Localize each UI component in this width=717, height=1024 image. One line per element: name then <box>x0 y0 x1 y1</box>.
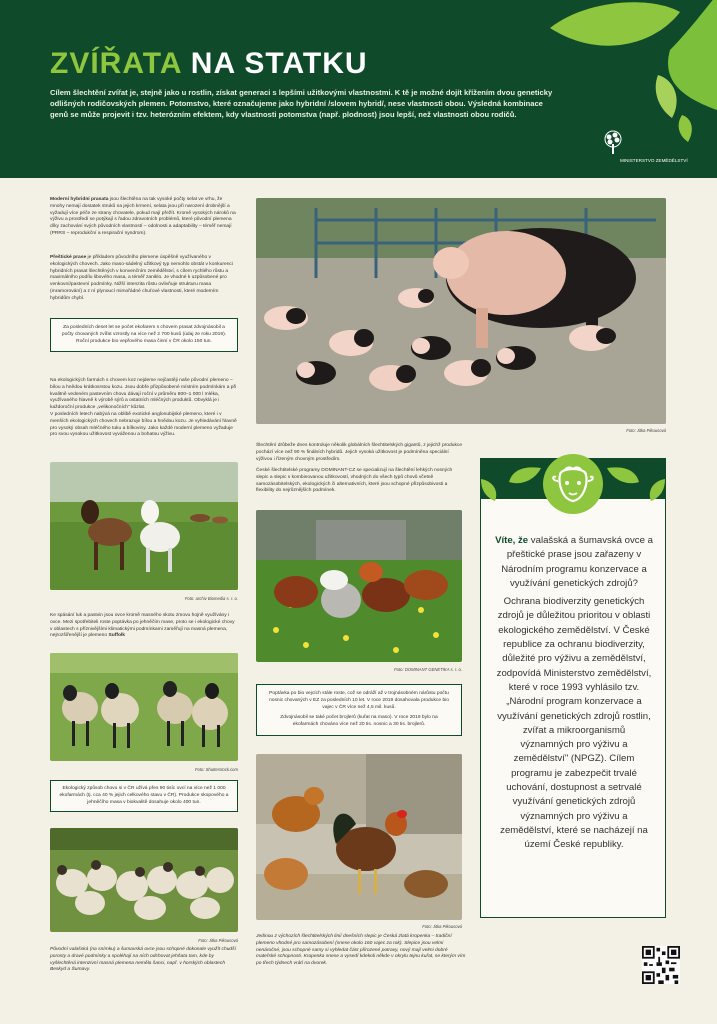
rooster-photo <box>256 754 462 920</box>
hens-photo-credit: Foto: DOMINANT GENETIKA s. r. o. <box>394 667 462 672</box>
paragraph-prestice-body: je příkladem původního plemene úspěšně využívaného v ekologických chovech. Jako maso-sádelný užitkový typ nemohlo obstát v konkurenci hybridních prasat šlechtěných v konvenčním zemědělství, s cílem rychlého růstu a maximálního podílu libového masa, a téměř zaniklo. Je vhodné k uzpůsobené pro venkovní/pastevní podmínky. Nižší intenzita růstu ovlivňuje strukturu masa (mramorování) a z ní plynoucí mimořádné chuťové vlastnosti, které moderním hybridům chybí. <box>50 255 233 301</box>
sheep-icon <box>542 453 604 515</box>
page-title <box>50 47 368 81</box>
broilers-stats-text: Zdvojnásobil se také počet brojlerů (kuřat na maso). V roce 2019 bylo na ekofarmách chováno více než 20 tis. nosnic a 30 tis. brojlerů. <box>280 715 438 728</box>
paragraph-goats: Na ekologických farmách s chovem koz nejdeme nejčastěji naše původní plemeno – bílou a hnědou krátkosrstou kozu. Jsou dobře přizpůsobené místním podmínkám a při kvalitně vedeném pastevním chovu dávají roční v průměru 800–1 000 l mléka, využívaného hlavně k výrobě sýrů a ostatních mléčných produktů. Obvyklá je i každoroční produkce „velikonočních" kůzlat. <box>50 378 237 411</box>
leaf-icon <box>481 477 499 501</box>
did-you-know-text <box>495 534 653 853</box>
did-you-know-body: Ochrana biodiverzity genetických zdrojů je důležitou prioritou v oblasti ekologického zemědělství. V České republice za ochranu biodiverzity, důležité pro výživu a zemědělství, zodpovídá Ministerstvo zemědělství, které v roce 1993 vyhlásilo tzv. „Národní program konzervace a využívání genetických zdrojů rostlin, zvířat a mikroorganismů významných pro výživu a zemědělství" (NPGZ). Cílem programu je zabezpečit trvalé uchování, dostupnost a setrvalé využívání genetických zdrojů významných pro výživu a zemědělství, které se nacházejí na území České republiky. <box>496 596 652 851</box>
eggs-stats-box <box>256 684 462 736</box>
paragraph-poultry-breeding: Šlechtění drůbeže dnes kontroluje několik globálních šlechtitelských gigantů, z jejichž produkce pochází více než 90 % finálních hybridů. Jejich vysoká užitkovost je podmíněna speciální výživou i řízeným chovným prostředím. <box>256 443 463 462</box>
paragraph-sheep-body: Ke spásání luk a pastvin jsou ovce kromě masného skotu zmovu hojně využívány i ovce. Mezi spotřebiteli roste poptávka po jehněčím mase, proto se i ekologické chovy v oblastech s příznivějšími klimatickými podmínkami zaměřují na masná plemena, nejrozšířenější je plemeno <box>50 613 235 639</box>
goats-photo-credit: Foto: archiv Biomedia s. r. o. <box>184 596 238 601</box>
qr-code-icon[interactable] <box>642 946 680 984</box>
hens-photo <box>256 510 462 662</box>
valachian-sheep-photo <box>50 828 238 932</box>
prestice-pigs-photo <box>256 198 666 424</box>
paragraph-prestice-lead: Přeštické prase <box>50 255 87 260</box>
title-part-2: NA STATKU <box>190 47 368 80</box>
leaf-decoration-icon <box>540 0 717 178</box>
intro-text: Cílem šlechtění zvířat je, stejně jako u rostlin, získat generaci s lepšími užitkovými vlastnostmi. K tě je možné dojít křížením dvou geneticky odlišných rodičovských plemen. Potomstvo, které označujeme jako hybridní /slovem hybrid/, nese vlastnosti obou. Výsledná kombinace genů se může projevit i tzv. heterózním efektem, kdy vlastnosti potomstva (např. plodnost) jsou lepší, než vlastnosti obou rodičů. <box>50 88 553 119</box>
goats-photo <box>50 462 238 590</box>
paragraph-hybrid-pigs-body: jsou šlechtěna na tak vysoké počty selat ve vrhu, že mnohy nemají dostatek struků na jejich krmení, selata jsou při narození drobnější a vyžadují více péče ze strany chovatele, pokud mají přežít. Kromě vysokých nároků na výživu a prostředí se potýkají s řadou zdravotních problémů, které původní plemena díky zachování svých původních vlastností – odolnosti a adaptability – téměř nemají (PRRS – reprodukční a respirační syndrom). <box>50 197 236 236</box>
valachian-sheep-caption: Původní valašská (na snímku) a šumavská ovce jsou schopné dokonale využít chudší porosty a dravé podmínky a spoléhají na ních odchovat jehňata tam, kde by vyšlechtěná intenzivní masná plemena neměla šanci, např. v horských oblastech Beskyd a Šumavy. <box>50 947 236 973</box>
title-part-1: ZVÍŘATA <box>50 47 182 80</box>
ministry-label: MINISTERSTVO ZEMĚDĚLSTVÍ <box>620 158 688 163</box>
paragraph-sheep-breed: Suffolk <box>108 633 126 639</box>
ministry-tree-logo-icon <box>600 130 626 158</box>
did-you-know-question-body: valašská a šumavská ovce a přeštické prase jsou zařazeny v Národním programu konzervace a využívání genetických zdrojů? <box>501 535 653 589</box>
pig-stats-box: Za posledních deset let se počet ekofarem s chovem prasat zdvojnásobil a počty chovaných zvířat vzrostly na více než 2 700 kusů (údaj ze roku 2019). Roční produkce bio vepřového masa činní v ČR okolo 150 tun. <box>50 318 238 352</box>
sheep-stats-box: Ekologický způsob chovu si v ČR užívá přes 90 tisíc ovcí na více než 1 000 ekofarmách (tj. cca 40 % jejich celkového stavu v ČR). Produkce skopového a jehněčího masa v biokvalitě dosahuje okolo 400 tun. <box>50 780 238 812</box>
did-you-know-box <box>480 458 666 918</box>
pigs-photo-credit: Foto: Jitka Pikousová <box>626 428 666 433</box>
did-you-know-question <box>495 534 653 591</box>
valachian-photo-credit: Foto: Jitka Pikousová <box>198 938 238 943</box>
rooster-caption: Jedinou z výchozích šlechtitelských linií dnešních slepic je Česká zlatá kropenka – tradiční plemeno vhodné pro samozásobení (snese okolo 160 vajec za rok). Slepice jsou velmi nenáročné, jsou schopné samy si vyhledat část přirozené potravy, nový mají velmi dobré mateřské schopnosti. Kropenka snese a vysedí kdekoli někde v okrylu tejnu kuřat, se kterým vím po třech týdnech vrátí na dvorek. <box>256 934 466 967</box>
paragraph-dominant: České šlechtitelské programy DOMINANT-CZ se specializují na šlechtění lehkých nosných slepic a slepic s kombinovanou užitkovostí, vhodných do všech typů chovů včetně samozásobitelských, ekologických či alternativních, které jsou schopné přizpůsobivosti a flexibility do nejrůznějších podmínek. <box>256 468 453 494</box>
leaf-icon <box>647 477 665 501</box>
rooster-photo-credit: Foto: Jitka Pikousová <box>422 924 462 929</box>
header-banner <box>0 0 717 178</box>
paragraph-hybrid-pigs <box>50 197 238 238</box>
leaf-pair-icon <box>507 464 543 486</box>
suffolk-photo-credit: Foto: Shutterstock.com <box>194 767 238 772</box>
paragraph-sheep <box>50 613 238 640</box>
eggs-stats-text: Poptávka po bio vejcích stále roste, což se odráží až v trojnásobném nárůstu počtu nosnic chovaných v EZ za posledních 10 let. V roce 2019 dosahovala produkce bio vajec v ČR více než 4,5 mil. kusů. <box>269 691 449 710</box>
paragraph-hybrid-pigs-lead: Moderní hybridní prasata <box>50 197 109 202</box>
leaf-pair-icon <box>605 464 641 486</box>
paragraph-prestice-pig <box>50 255 238 303</box>
paragraph-anglonubian: V posledních letech nabývá na oblibě exotické anglonubijské plemeno, které i v menších ekologických chovech nebrazuje bílou a hnědou kozu. Je vyhledávání hlavně pro vysoký obsah mléčného tuku a bílkoviny. Jako každé moderní plemeno vyžaduje pro svou vysokou užitkovost vyváženou a bohatou výživu. <box>50 412 237 438</box>
suffolk-sheep-photo <box>50 653 238 761</box>
did-you-know-highlight: Víte, že <box>495 535 529 546</box>
